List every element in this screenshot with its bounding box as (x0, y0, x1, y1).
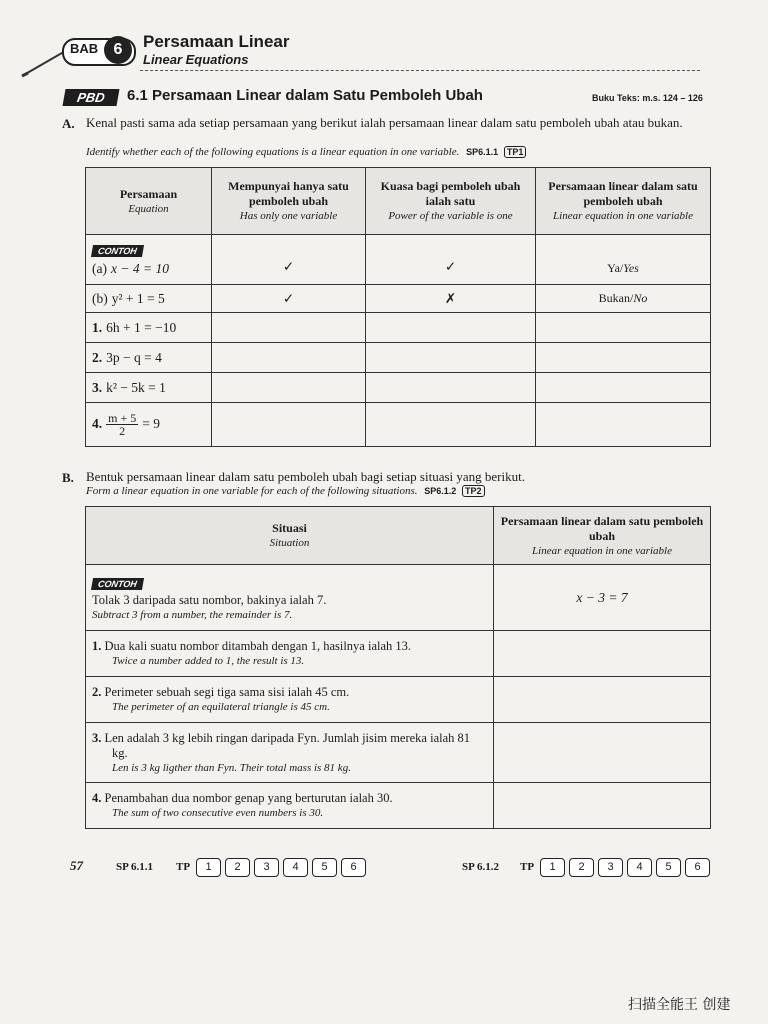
power-one-cell (366, 235, 536, 285)
one-variable-cell (212, 285, 366, 313)
situation-text (92, 639, 487, 654)
table-a-header-power-one (366, 168, 536, 235)
row-label: 2. (92, 685, 102, 699)
equation-rhs: = 9 (142, 416, 160, 432)
row-label: 4. (92, 791, 102, 805)
equation: 6h + 1 = −10 (106, 319, 177, 335)
tp-level-5-right[interactable]: 5 (656, 858, 681, 877)
answer-text-en: Yes (623, 261, 639, 275)
answer-cell[interactable] (536, 373, 711, 403)
row-label: 1. (92, 639, 102, 653)
check-mark: ✓ (444, 259, 457, 274)
equation-cell (86, 343, 212, 373)
situation-text (92, 685, 487, 700)
power-one-cell[interactable] (366, 373, 536, 403)
check-mark: ✓ (282, 259, 295, 274)
situation-text-en: Len is 3 kg ligther than Fyn. Their total mass is 81 kg. (112, 761, 351, 774)
answer-cell[interactable] (494, 723, 711, 783)
situation-cell (86, 677, 494, 723)
equation: x − 4 = 10 (110, 261, 169, 276)
fraction-numerator: m + 5 (108, 411, 137, 425)
header-my: Situasi (272, 521, 307, 535)
power-one-cell[interactable] (366, 313, 536, 343)
situation-text (92, 731, 487, 761)
table-a-header-row (86, 168, 711, 235)
power-one-cell[interactable] (366, 343, 536, 373)
fraction (106, 412, 138, 437)
answer-text-en: No (633, 291, 648, 305)
situation-text-en: Twice a number added to 1, the result is 13. (112, 655, 305, 667)
question-b-instruction-en (86, 485, 708, 497)
header-en: Linear equation in one variable (553, 210, 693, 222)
tp-level-2-left[interactable]: 2 (225, 858, 250, 877)
answer-text: Bukan/ (598, 291, 634, 305)
one-variable-cell[interactable] (212, 313, 366, 343)
chapter-subtitle: Linear Equations (143, 52, 249, 67)
tp-level-2-right[interactable]: 2 (569, 858, 594, 877)
table-b (85, 506, 711, 829)
header-en: Has only one variable (239, 210, 338, 222)
equation-cell (86, 403, 212, 447)
example-badge: CONTOH (91, 578, 144, 590)
answer-text: Ya/ (607, 261, 624, 275)
equation-cell (86, 235, 212, 285)
equation-cell (86, 373, 212, 403)
row-label: 4. (92, 416, 103, 432)
table-b-header-equation (494, 507, 711, 565)
page-number: 57 (70, 858, 83, 873)
header-en: Linear equation in one variable (532, 544, 672, 557)
situation-text-en: Subtract 3 from a number, the remainder is 7. (92, 608, 293, 621)
tp-level-3-left[interactable]: 3 (254, 858, 279, 877)
header-my: Mempunyai hanya satu pemboleh ubah (228, 179, 349, 208)
question-b-tp-badge: TP2 (462, 485, 485, 497)
cross-mark: ✗ (444, 290, 457, 306)
pbd-badge: PBD (63, 89, 120, 106)
table-row (86, 403, 711, 447)
situation-text (92, 791, 487, 806)
tp-level-1-left[interactable]: 1 (196, 858, 221, 877)
table-a-header-one-variable (212, 168, 366, 235)
table-row (86, 373, 711, 403)
header-en: Situation (269, 537, 310, 549)
footer-right-sp: SP 6.1.2 (462, 861, 499, 873)
row-label: (b) (92, 290, 108, 306)
power-one-cell[interactable] (366, 403, 536, 447)
answer-cell[interactable] (536, 313, 711, 343)
footer-right-tp-label: TP (520, 861, 535, 873)
tp-level-5-left[interactable]: 5 (312, 858, 337, 877)
question-a-sp-code: SP6.1.1 (466, 147, 499, 157)
question-b-letter: B. (62, 470, 74, 485)
row-label: 1. (92, 319, 103, 335)
answer-cell (536, 285, 711, 313)
tp-level-1-right[interactable]: 1 (540, 858, 565, 877)
table-a-header-linear (536, 168, 711, 235)
table-b-header-situation (86, 507, 494, 565)
table-b-header-row (86, 507, 711, 565)
header-my: Persamaan (119, 186, 178, 201)
answer-cell (536, 235, 711, 285)
row-label: 3. (92, 379, 103, 395)
table-row (86, 677, 711, 723)
question-a-letter: A. (62, 116, 75, 131)
header-en: Power of the variable is one (388, 210, 513, 222)
question-a-tp-badge: TP1 (504, 146, 527, 158)
header-en: Equation (128, 202, 169, 215)
chapter-number: 6 (104, 36, 132, 64)
table-a (85, 167, 711, 447)
situation-label-text: Penambahan dua nombor genap yang berturutan ialah 30. (104, 791, 393, 805)
tp-level-4-right[interactable]: 4 (627, 858, 652, 877)
situation-cell (86, 565, 494, 631)
question-b-instruction: Bentuk persamaan linear dalam satu pemboleh ubah bagi setiap situasi yang berikut. (86, 469, 525, 484)
situation-text-en: The perimeter of an equilateral triangle is 45 cm. (112, 701, 330, 713)
question-a-instruction-en (86, 146, 708, 158)
table-row (86, 783, 711, 829)
tp-level-6-left[interactable]: 6 (341, 858, 366, 877)
question-b-sp-code: SP6.1.2 (424, 486, 457, 496)
header-divider (140, 70, 700, 71)
example-badge: CONTOH (91, 245, 144, 257)
situation-text-en: The sum of two consecutive even numbers is 30. (112, 807, 324, 819)
one-variable-cell[interactable] (212, 403, 366, 447)
tp-level-4-left[interactable]: 4 (283, 858, 308, 877)
situation-label-text: Perimeter sebuah segi tiga sama sisi ialah 45 cm. (104, 685, 350, 699)
equation: y² + 1 = 5 (111, 290, 165, 306)
header-my: Persamaan linear dalam satu pemboleh ubah (500, 513, 704, 543)
equation-cell (86, 285, 212, 313)
table-row (86, 313, 711, 343)
tp-level-3-right[interactable]: 3 (598, 858, 623, 877)
scanner-watermark: 扫描全能王 创建 (628, 997, 731, 1013)
table-row (86, 285, 711, 313)
header-my: Persamaan linear dalam satu pemboleh ubah (548, 179, 698, 208)
tp-level-6-right[interactable]: 6 (685, 858, 710, 877)
bab-label: BAB (70, 41, 99, 56)
section-title: 6.1 Persamaan Linear dalam Satu Pemboleh Ubah (127, 87, 483, 104)
situation-text: Tolak 3 daripada satu nombor, bakinya ialah 7. (92, 592, 327, 607)
textbook-reference: Buku Teks: m.s. 124 – 126 (592, 93, 703, 103)
fraction-denominator: 2 (119, 424, 126, 438)
table-row (86, 723, 711, 783)
situation-cell (86, 783, 494, 829)
answer-cell[interactable] (494, 631, 711, 677)
footer-left-tp-label: TP (176, 861, 191, 873)
answer-cell[interactable] (536, 403, 711, 447)
row-label: 2. (92, 349, 103, 365)
answer-cell[interactable] (536, 343, 711, 373)
table-row (86, 235, 711, 285)
question-a-instruction-en-text: Identify whether each of the following equations is a linear equation in one variable. (86, 146, 460, 158)
footer-left-sp: SP 6.1.1 (116, 861, 153, 873)
check-mark: ✓ (282, 290, 295, 306)
question-b-instruction-en-text: Form a linear equation in one variable for each of the following situations. (86, 485, 418, 497)
situation-cell (86, 631, 494, 677)
chapter-title: Persamaan Linear (143, 32, 290, 51)
situation-label-text: Len adalah 3 kg lebih ringan daripada Fyn. Jumlah jisim mereka ialah 81 kg. (104, 730, 471, 760)
table-row (86, 343, 711, 373)
one-variable-cell[interactable] (212, 343, 366, 373)
one-variable-cell (212, 235, 366, 285)
table-row (86, 631, 711, 677)
situation-cell (86, 723, 494, 783)
power-one-cell (366, 285, 536, 313)
table-row (86, 565, 711, 631)
equation-cell (86, 313, 212, 343)
row-label: 3. (92, 730, 102, 745)
equation: 3p − q = 4 (106, 349, 162, 365)
answer-cell[interactable] (494, 783, 711, 829)
equation: k² − 5k = 1 (106, 379, 166, 395)
question-a-instruction: Kenal pasti sama ada setiap persamaan yang berikut ialah persamaan linear dalam satu pemboleh ubah atau bukan. (86, 115, 683, 130)
one-variable-cell[interactable] (212, 373, 366, 403)
header-my: Kuasa bagi pemboleh ubah ialah satu (380, 179, 521, 208)
answer-equation: x − 3 = 7 (576, 589, 628, 605)
situation-label-text: Dua kali suatu nombor ditambah dengan 1, hasilnya ialah 13. (104, 639, 412, 653)
row-label: (a) (92, 261, 107, 276)
answer-cell[interactable] (494, 677, 711, 723)
answer-cell (494, 565, 711, 631)
table-a-header-equation (86, 168, 212, 235)
